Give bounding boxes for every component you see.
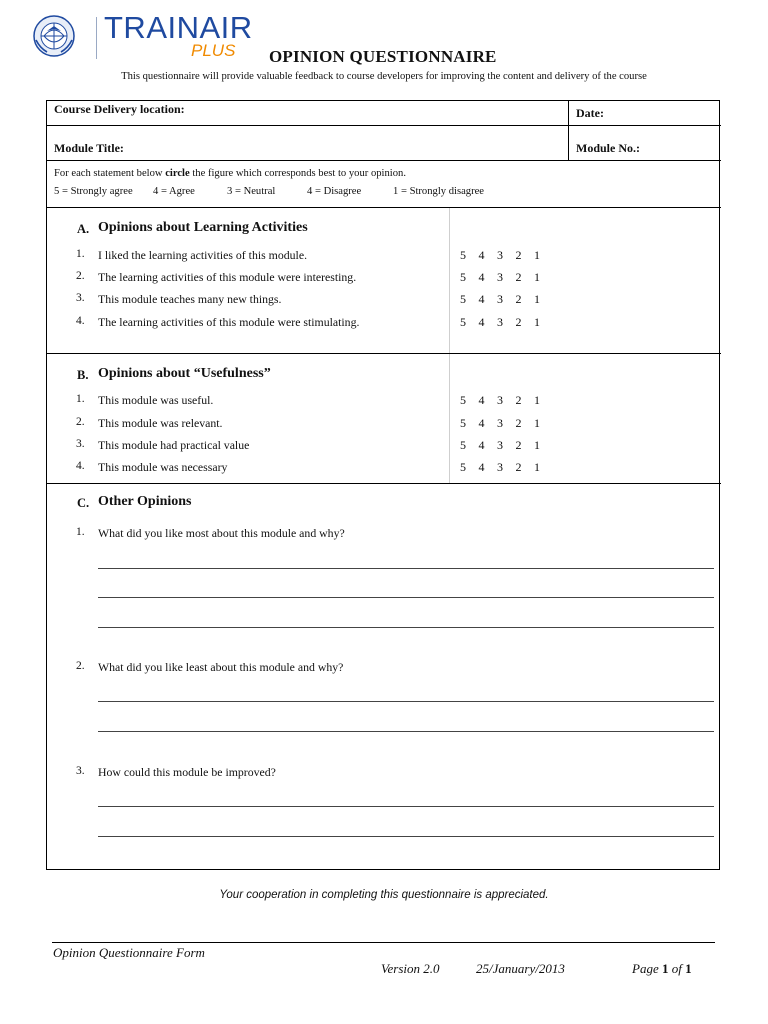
- rating-option-2[interactable]: 2: [515, 315, 522, 329]
- rating-option-2[interactable]: 2: [515, 438, 522, 452]
- item-number: 2.: [76, 270, 85, 282]
- row-divider: [46, 125, 721, 126]
- answer-line[interactable]: [98, 597, 714, 598]
- question-number: 2.: [76, 660, 85, 672]
- statement-text: This module was relevant.: [98, 416, 223, 430]
- rating-option-5[interactable]: 5: [460, 393, 466, 407]
- scale-strongly-disagree: 1 = Strongly disagree: [393, 186, 485, 197]
- rating-option-3[interactable]: 3: [497, 270, 503, 284]
- rating-column-divider: [449, 208, 450, 353]
- footer-date: 25/January/2013: [476, 961, 565, 976]
- item-number: 1.: [76, 248, 85, 260]
- answer-line[interactable]: [98, 568, 714, 569]
- rating-option-5[interactable]: 5: [460, 292, 466, 306]
- rating-option-1[interactable]: 1: [534, 393, 540, 407]
- appreciation-note: Your cooperation in completing this questionnaire is appreciated.: [219, 889, 549, 901]
- statement-text: This module had practical value: [98, 438, 250, 452]
- item-number: 4.: [76, 315, 85, 327]
- statement-text: This module teaches many new things.: [98, 292, 282, 306]
- rating-option-3[interactable]: 3: [497, 460, 503, 474]
- question-text: What did you like most about this module and why?: [98, 526, 345, 540]
- module-number-field[interactable]: Module No.:: [576, 141, 640, 155]
- rating-scale: [460, 438, 553, 453]
- section-c-letter: C.: [77, 496, 90, 510]
- question-number: 3.: [76, 765, 85, 777]
- answer-line[interactable]: [98, 836, 714, 837]
- question-text: How could this module be improved?: [98, 765, 276, 779]
- statement-text: I liked the learning activities of this module.: [98, 248, 308, 262]
- rating-option-1[interactable]: 1: [534, 270, 540, 284]
- module-title-field[interactable]: Module Title:: [54, 141, 124, 155]
- instructions-text: For each statement below circle the figure which corresponds best to your opinion.: [54, 168, 406, 179]
- rating-option-4[interactable]: 4: [478, 460, 485, 474]
- row-divider: [46, 483, 721, 484]
- answer-line[interactable]: [98, 731, 714, 732]
- rating-option-2[interactable]: 2: [515, 270, 522, 284]
- question-text: What did you like least about this module and why?: [98, 660, 344, 674]
- statement-text: The learning activities of this module were interesting.: [98, 270, 357, 284]
- answer-line[interactable]: [98, 627, 714, 628]
- rating-scale: [460, 460, 553, 475]
- rating-option-3[interactable]: 3: [497, 248, 503, 262]
- icao-emblem-icon: [32, 14, 76, 58]
- rating-option-1[interactable]: 1: [534, 416, 540, 430]
- statement-text: The learning activities of this module were stimulating.: [98, 315, 360, 329]
- item-number: 1.: [76, 393, 85, 405]
- column-divider: [568, 100, 569, 160]
- rating-scale: [460, 416, 553, 431]
- rating-option-4[interactable]: 4: [478, 315, 485, 329]
- date-field[interactable]: Date:: [576, 106, 604, 120]
- rating-option-5[interactable]: 5: [460, 248, 466, 262]
- footer-version: Version 2.0: [381, 961, 440, 976]
- rating-option-2[interactable]: 2: [515, 248, 522, 262]
- rating-option-2[interactable]: 2: [515, 416, 522, 430]
- rating-option-3[interactable]: 3: [497, 438, 503, 452]
- rating-option-5[interactable]: 5: [460, 270, 466, 284]
- rating-option-4[interactable]: 4: [478, 416, 485, 430]
- question-number: 1.: [76, 526, 85, 538]
- rating-option-3[interactable]: 3: [497, 416, 503, 430]
- rating-option-4[interactable]: 4: [478, 292, 485, 306]
- rating-column-divider: [449, 354, 450, 483]
- footer-form-name: Opinion Questionnaire Form: [53, 945, 205, 960]
- section-b-title: Opinions about “Usefulness”: [98, 366, 271, 381]
- rating-option-1[interactable]: 1: [534, 438, 540, 452]
- rating-option-5[interactable]: 5: [460, 315, 466, 329]
- section-a-title: Opinions about Learning Activities: [98, 220, 308, 235]
- scale-strongly-agree: 5 = Strongly agree: [54, 186, 133, 197]
- intro-text: This questionnaire will provide valuable feedback to course developers for improving the content and delivery of the course: [121, 71, 647, 82]
- document-title: OPINION QUESTIONNAIRE: [269, 47, 497, 66]
- rating-option-3[interactable]: 3: [497, 315, 503, 329]
- answer-line[interactable]: [98, 806, 714, 807]
- scale-neutral: 3 = Neutral: [227, 186, 276, 197]
- rating-option-2[interactable]: 2: [515, 292, 522, 306]
- answer-line[interactable]: [98, 701, 714, 702]
- rating-option-4[interactable]: 4: [478, 270, 485, 284]
- footer-page-number: Page 1 of 1: [632, 961, 692, 976]
- row-divider: [46, 207, 721, 208]
- rating-option-1[interactable]: 1: [534, 460, 540, 474]
- row-divider: [46, 160, 721, 161]
- section-c-title: Other Opinions: [98, 494, 192, 509]
- brand-subname: PLUS: [191, 41, 236, 60]
- rating-option-5[interactable]: 5: [460, 460, 466, 474]
- statement-text: This module was useful.: [98, 393, 214, 407]
- rating-option-4[interactable]: 4: [478, 438, 485, 452]
- rating-option-4[interactable]: 4: [478, 248, 485, 262]
- rating-option-5[interactable]: 5: [460, 438, 466, 452]
- section-a-letter: A.: [77, 222, 90, 236]
- rating-scale: [460, 393, 553, 408]
- rating-option-1[interactable]: 1: [534, 248, 540, 262]
- logo-divider: [96, 17, 97, 59]
- item-number: 3.: [76, 438, 85, 450]
- row-divider: [46, 353, 721, 354]
- brand-name: TRAINAIR: [104, 10, 253, 45]
- rating-scale: [460, 292, 553, 307]
- rating-option-3[interactable]: 3: [497, 393, 503, 407]
- scale-agree: 4 = Agree: [153, 186, 195, 197]
- rating-option-4[interactable]: 4: [478, 393, 485, 407]
- rating-option-2[interactable]: 2: [515, 460, 522, 474]
- scale-disagree: 4 = Disagree: [307, 186, 362, 197]
- form-box: [46, 100, 720, 870]
- item-number: 3.: [76, 292, 85, 304]
- rating-option-1[interactable]: 1: [534, 292, 540, 306]
- statement-text: This module was necessary: [98, 460, 228, 474]
- rating-option-1[interactable]: 1: [534, 315, 540, 329]
- section-b-letter: B.: [77, 368, 89, 382]
- item-number: 2.: [76, 416, 85, 428]
- course-delivery-location-field[interactable]: Course Delivery location:: [54, 102, 185, 116]
- rating-scale: [460, 270, 553, 285]
- rating-option-3[interactable]: 3: [497, 292, 503, 306]
- item-number: 4.: [76, 460, 85, 472]
- footer-divider: [52, 942, 715, 943]
- rating-option-2[interactable]: 2: [515, 393, 522, 407]
- rating-scale: [460, 248, 553, 263]
- rating-option-5[interactable]: 5: [460, 416, 466, 430]
- rating-scale: [460, 315, 553, 330]
